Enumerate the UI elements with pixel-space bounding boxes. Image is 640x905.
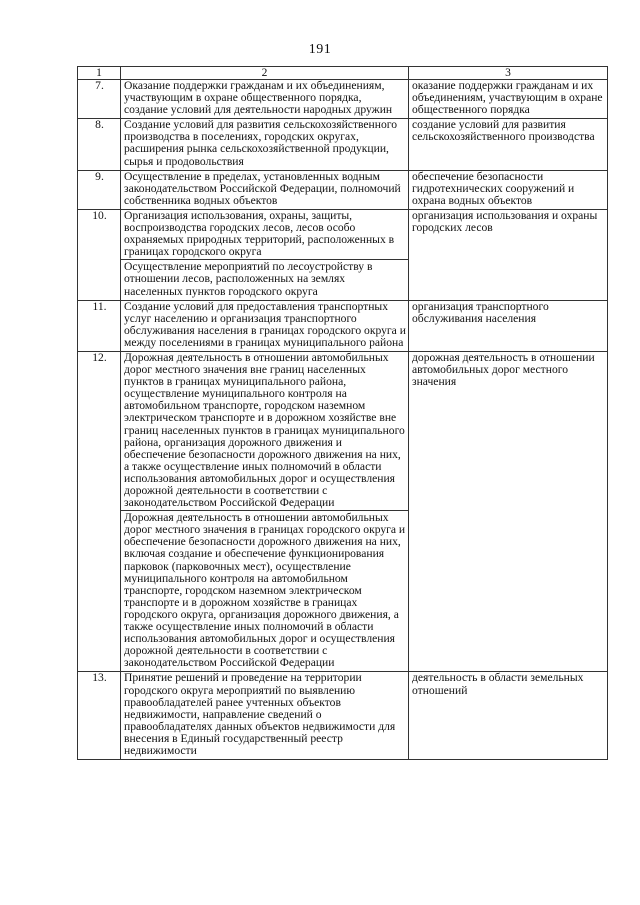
header-col-3: 3: [409, 67, 608, 80]
issue-of-local-significance: деятельность в области земельных отношений: [409, 672, 608, 760]
table-header-row: [78, 67, 608, 80]
issue-of-local-significance: оказание поддержки гражданам и их объединениям, участвующим в охране общественного порядка: [409, 80, 608, 119]
page-number: 191: [308, 42, 332, 57]
issue-of-local-significance: создание условий для развития сельскохозяйственного производства: [409, 119, 608, 170]
table-row: [78, 672, 608, 760]
table-row: [78, 119, 608, 170]
power-text: Осуществление в пределах, установленных водным законодательством Российской Федерации, полномочий собственника водных объектов: [124, 169, 401, 207]
power-text: Принятие решений и проведение на территории городского округа мероприятий по выявлению правообладателей ранее учтенных объектов недвижимости, направление сведений о правообладателях данных объектов недвижимости для внесения в Единый государственный реестр недвижимости: [124, 671, 396, 757]
power-description: [121, 209, 409, 300]
power-text: Создание условий для развития сельскохозяйственного производства в поселениях, городских округах, расширения рынка сельскохозяйственной продукции, сырья и продовольствия: [124, 118, 398, 168]
issue-of-local-significance: организация использования и охраны городских лесов: [409, 209, 608, 300]
header-col-1: 1: [78, 67, 121, 80]
row-number: 9.: [78, 170, 121, 209]
row-number: 13.: [78, 672, 121, 760]
power-text: Создание условий для предоставления транспортных услуг населению и организация транспортного обслуживания населения в границах городского округа и между поселениями в границах муниципального района: [124, 299, 406, 349]
issue-of-local-significance: обеспечение безопасности гидротехнических сооружений и охрана водных объектов: [409, 170, 608, 209]
power-text-sub: Дорожная деятельность в отношении автомобильных дорог местного значения в границах городского округа и обеспечение безопасности дорожного движения на них, включая создание и обеспечение функционирования парковок (парковочных мест), осуществление муниципального контроля на автомобильном транспорте, городском наземном электрическом транспорте и в дорожном хозяйстве в границах городского округа, организация дорожного движения, а также осуществление иных полномочий в области использования автомобильных дорог и осуществления дорожной деятельности в соответствии с законодательством Российской Федерации: [121, 510, 408, 669]
row-number: 7.: [78, 80, 121, 119]
row-number: 10.: [78, 209, 121, 300]
power-text: Оказание поддержки гражданам и их объединениям, участвующим в охране общественного порядка, создание условий для деятельности народных дружин: [124, 79, 393, 117]
table-row: [78, 209, 608, 300]
powers-table: [77, 66, 608, 760]
power-description: [121, 672, 409, 760]
issue-of-local-significance: организация транспортного обслуживания населения: [409, 300, 608, 351]
issue-of-local-significance: дорожная деятельность в отношении автомобильных дорог местного значения: [409, 351, 608, 671]
power-text: Дорожная деятельность в отношении автомобильных дорог местного значения вне границ населенных пунктов в границах муниципального района, осуществление муниципального контроля на автомобильном транспорте, городском наземном электрическом транспорте и в дорожном хозяйстве вне границ населенных пунктов в границах муниципального района, организация дорожного движения и обеспечение безопасности дорожного движения на них, а также осуществление иных полномочий в области использования автомобильных дорог и осуществления дорожной деятельности в соответствии с законодательством Российской Федерации: [124, 350, 405, 510]
power-description: [121, 80, 409, 119]
row-number: 12.: [78, 351, 121, 671]
power-text-sub: Осуществление мероприятий по лесоустройству в отношении лесов, расположенных на землях населенных пунктов городского округа: [121, 259, 408, 297]
row-number: 8.: [78, 119, 121, 170]
power-description: [121, 119, 409, 170]
table-row: [78, 351, 608, 671]
power-description: [121, 300, 409, 351]
table-row: [78, 300, 608, 351]
power-description: [121, 351, 409, 671]
row-number: 11.: [78, 300, 121, 351]
header-col-2: 2: [121, 67, 409, 80]
table-row: [78, 80, 608, 119]
power-text: Организация использования, охраны, защиты, воспроизводства городских лесов, лесов особо охраняемых природных территорий, расположенных в границах городского округа: [124, 208, 395, 259]
table-row: [78, 170, 608, 209]
power-description: [121, 170, 409, 209]
